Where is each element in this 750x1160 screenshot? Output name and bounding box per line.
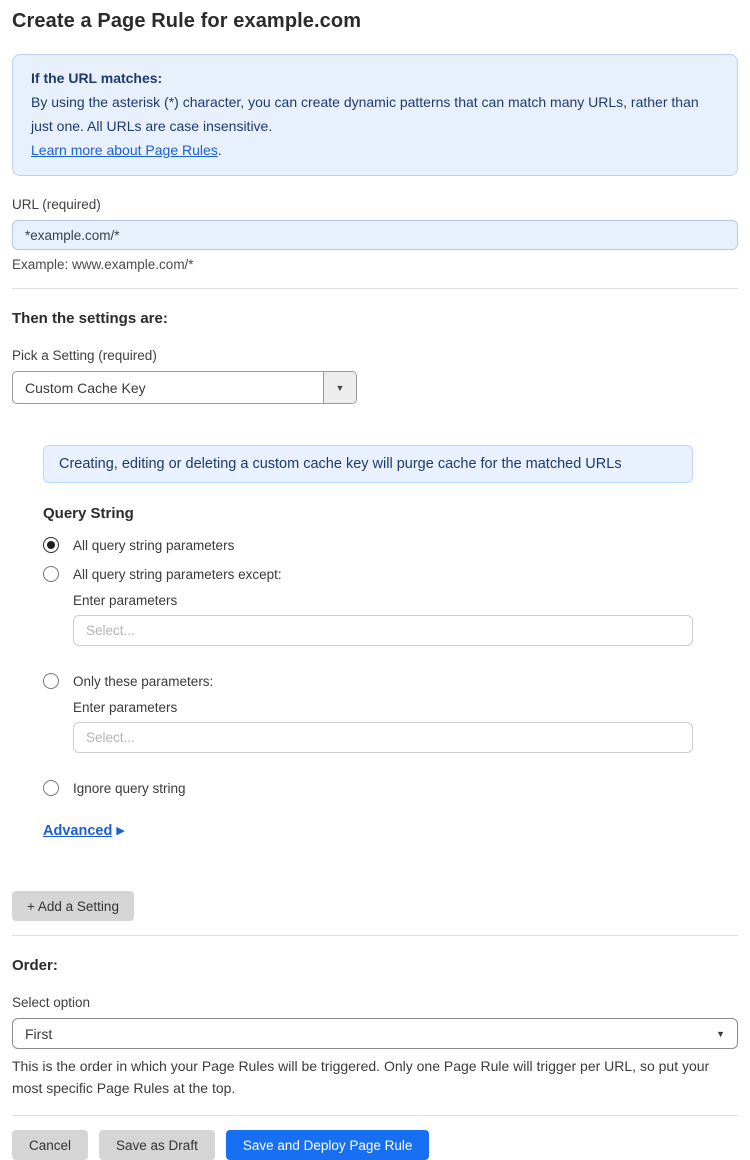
divider [12,1115,738,1116]
radio-icon[interactable] [43,780,59,796]
page-title: Create a Page Rule for example.com [12,10,362,32]
radio-only-these[interactable] [43,673,738,689]
radio-label: All query string parameters except: [73,566,282,582]
query-string-heading: Query String [43,505,134,522]
radio-icon[interactable] [43,566,59,582]
setting-select-value: Custom Cache Key [25,379,146,396]
only-params-field [73,700,738,753]
info-box-heading: If the URL matches: [31,70,163,86]
form-actions [12,1130,738,1160]
order-select-value: First [25,1025,53,1042]
url-example-text: Example: www.example.com/* [12,257,194,272]
cache-key-notice: Creating, editing or deleting a custom cache key will purge cache for the matched URLs [43,445,693,483]
advanced-link-label[interactable]: Advanced [43,823,113,839]
cancel-button[interactable]: Cancel [12,1130,88,1160]
enter-parameters-label: Enter parameters [73,700,178,715]
learn-more-link[interactable]: Learn more about Page Rules [31,142,218,158]
radio-ignore-query-string[interactable] [43,780,738,796]
add-setting-button[interactable]: + Add a Setting [12,891,134,921]
radio-icon[interactable] [43,537,59,553]
radio-all-except[interactable] [43,566,738,582]
order-select[interactable] [12,1018,738,1049]
divider [12,288,738,289]
divider [12,935,738,936]
info-box-body: By using the asterisk (*) character, you can create dynamic patterns that can match many URLs, rather than just one. All URLs are case insensitive. [31,94,699,134]
enter-parameters-label: Enter parameters [73,593,178,608]
advanced-toggle[interactable] [43,823,125,839]
order-select-label: Select option [12,995,91,1010]
radio-icon[interactable] [43,673,59,689]
triangle-right-icon: ▶ [116,825,125,837]
only-params-input[interactable] [73,722,693,753]
radio-label: Only these parameters: [73,673,214,689]
radio-all-query-params[interactable] [43,537,738,553]
except-params-input[interactable] [73,615,693,646]
url-input[interactable] [12,220,738,250]
save-draft-button[interactable]: Save as Draft [99,1130,215,1160]
link-suffix: . [217,142,222,158]
chevron-down-icon: ▼ [323,372,356,403]
url-label: URL (required) [12,197,101,212]
url-match-info-box [12,54,738,176]
pick-setting-label: Pick a Setting (required) [12,348,157,363]
chevron-down-icon: ▼ [716,1028,725,1039]
info-box-link-line [31,138,719,162]
radio-label: Ignore query string [73,780,186,796]
order-heading: Order: [12,957,58,974]
setting-select[interactable] [12,371,357,404]
settings-heading: Then the settings are: [12,310,168,327]
except-params-field [73,593,738,646]
order-help-text: This is the order in which your Page Rules will be triggered. Only one Page Rule will trigger per URL, so put your most specific Page Rules at the top. [12,1058,710,1096]
save-deploy-button[interactable]: Save and Deploy Page Rule [226,1130,430,1160]
radio-label: All query string parameters [73,537,235,553]
